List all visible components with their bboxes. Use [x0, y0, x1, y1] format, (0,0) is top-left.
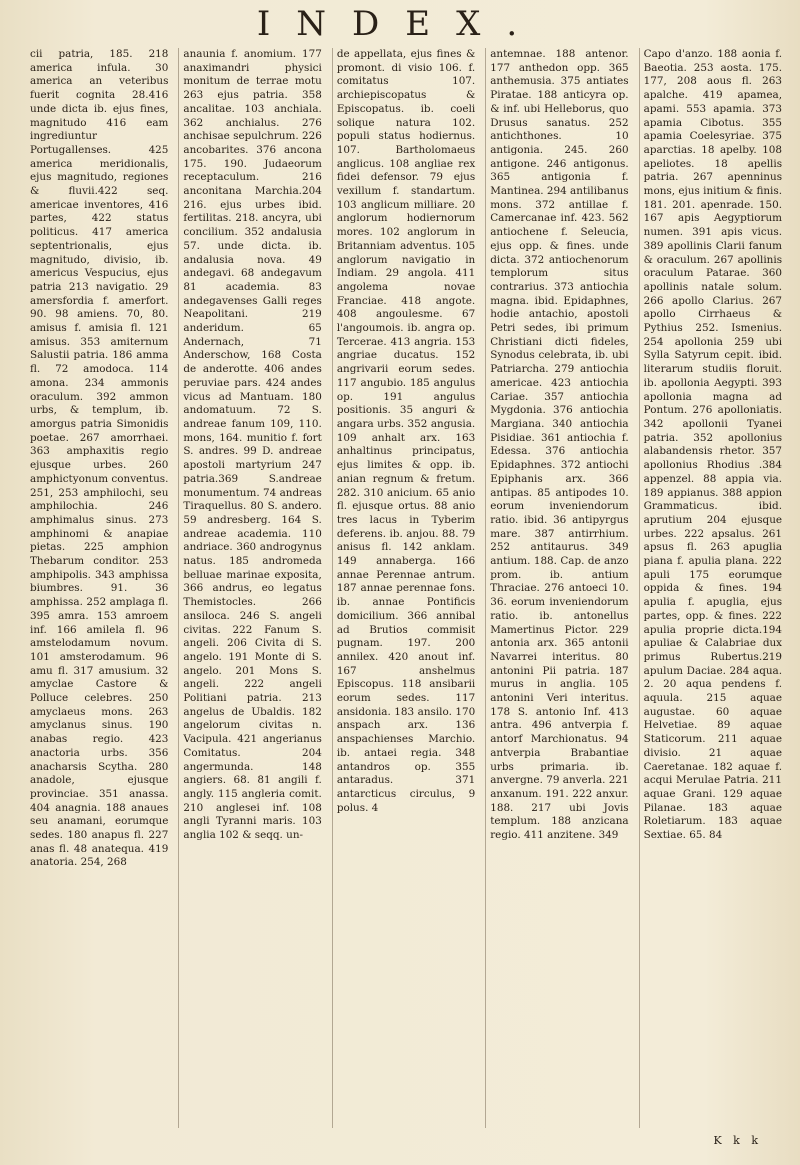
index-column-text: anaunia f. anomium. 177 anaximandri physici monitum de terrae motu 263 ejus patria. 358 ancalitae. 103 anchiala. 362 anchialus. 276 anchisae sepulchrum. 226 ancobarites. 376 ancona 175. 190. Judaeorum receptaculum. 216 anconitana Marchia.204 216. ejus urbes ibid. fertilitas. 218. ancyra, ubi concilium. 352 andalusia 57. unde dicta. ib. andalusia nova. 49 andegavi. 68 andegavum 81 academia. 83 andegavenses Galli reges Neapolitani. 219 anderidum. 65 Andernach, 71 Anderschow, 168 Costa de anderotte. 406 andes peruviae pars. 424 andes vicus ad Mantuam. 180 andomatuum. 72 S. andreae fanum 109, 110. mons, 164. munitio f. fort S. andres. 99 D. andreae apostoli martyrium 247 patria.369 S.andreae monumentum. 74 andreas Tiraquellus. 80 S. andero. 59 andresberg. 164 S. andreae academia. 110 andriace. 360 androgynus natus. 185 andromeda belluae marinae exposita, 366 andrus, eo legatus Themistocles. 266 ansiloca. 246 S. angeli civitas. 222 Fanum S. angeli. 206 Civita di S. angelo. 191 Monte di S. angelo. 201 Mons S. angeli. 222 angeli Politiani patria. 213 angelus de Ubaldis. 182 angelorum civitas n. Vacipula. 421 angerianus Comitatus. 204 angermunda. 148 angiers. 68. 81 angili f. angly. 115 angleria comit. 210 anglesei inf. 108 angli Tyranni maris. 103 anglia 102 & seqq. un- — [183, 48, 322, 842]
index-column-text: antemnae. 188 antenor. 177 anthedon opp. 365 anthemusia. 375 antiates Piratae. 188 anticyra op. & inf. ubi Helleborus, quo Drusus sanatus. 252 antichthones. 10 antigonia. 245. 260 antigone. 246 antigonus. 365 antigonia f. Mantinea. 294 antilibanus mons. 372 antillae f. Camercanae inf. 423. 562 antiochene f. Seleucia, ejus opp. & fines. unde dicta. 372 antiochenorum templorum situs contrarius. 373 antiochia magna. ibid. Epidaphnes, hodie antachio, apostoli Petri sedes, ibi primum Christiani dicti fideles, Synodus celebrata, ib. ubi Patriarcha. 279 antiochia americae. 423 antiochia Cariae. 357 antiochia Mygdonia. 376 antiochia Margiana. 340 antiochia Pisidiae. 361 antiochia f. Edessa. 376 antiochia Epidaphnes. 372 antiochi Epiphanis arx. 366 antipas. 85 antipodes 10. eorum inveniendorum ratio. ibid. 36 antipyrgus mare. 387 antirrhium. 252 antitaurus. 349 antium. 188. Cap. de anzo prom. ib. antium Thraciae. 276 antoeci 10. 36. eorum inveniendorum ratio. ib. antonellus Mamertinus Pictor. 229 antonia arx. 365 antonii Navarrei interitus. 80 antonini Pii patria. 187 murus in anglia. 105 antonini Veri interitus. 178 S. antonio Inf. 413 antra. 496 antverpia f. antorf Marchionatus. 94 antverpia Brabantiae urbs primaria. ib. anvergne. 79 anverla. 221 anxanum. 191. 222 anxur. 188. 217 ubi Jovis templum. 188 anzicana regio. 411 anzitene. 349 — [490, 48, 629, 842]
index-column-2 — [178, 48, 325, 1128]
running-head-title: INDEX. — [256, 4, 544, 44]
index-column-5 — [639, 48, 786, 1128]
index-column-4 — [485, 48, 632, 1128]
signature-mark: K k k — [713, 1134, 762, 1147]
index-column-text: cii patria, 185. 218 america infula. 30 america an veteribus fuerit cognita 28.416 unde dicta ib. ejus fines, magnitudo 416 eam ingrediuntur Portugallenses. 425 america meridionalis, ejus magnitudo, regiones & fluvii.422 seq. americae inventores, 416 partes, 422 status politicus. 417 america septentrionalis, ejus magnitudo, divisio, ib. americus Vespucius, ejus patria 213 navigatio. 29 amersfordia f. amerfort. 90. 98 amiens. 70, 80. amisus f. amisia fl. 121 amisus. 353 amiternum Salustii patria. 186 amma fl. 72 amodoca. 114 amona. 234 ammonis oraculum. 392 ammon urbs, & templum, ib. amorgus patria Simonidis poetae. 267 amorrhaei. 363 amphaxitis regio ejusque urbes. 260 amphictyonum conventus. 251, 253 amphilochi, seu amphilochia. 246 amphimalus sinus. 273 amphinomi & anapiae pietas. 225 amphion Thebarum conditor. 253 amphipolis. 343 amphissa biumbres. 91. 36 amphissa. 252 amplaga fl. 395 amra. 153 amroem inf. 166 amilela fl. 96 amstelodamum novum. 101 amsterodamum. 96 amu fl. 317 amusium. 32 amyclae Castore & Polluce celebres. 250 amyclaeus mons. 263 amyclanus sinus. 190 anabas regio. 423 anactoria urbs. 356 anacharsis Scytha. 280 anadole, ejusque provinciae. 351 anassa. 404 anagnia. 188 anaues seu anamani, eorumque sedes. 180 anapus fl. 227 anas fl. 48 anatequa. 419 anatoria. 254, 268 — [30, 48, 169, 869]
index-columns — [26, 48, 786, 1128]
index-column-text: de appellata, ejus fines & promont. di visio 106. f. comitatus 107. archiepiscopatus & Episcopatus. ib. coeli solique natura 102. populi status hodiernus. 107. Bartholomaeus anglicus. 108 angliae rex fidei defensor. 79 ejus vexillum f. standartum. 103 anglicum milliare. 20 anglorum hodiernorum mores. 102 anglorum in Britanniam adventus. 105 anglorum navigatio in Indiam. 29 angola. 411 angolema novae Franciae. 418 angote. 408 angoulesme. 67 l'angoumois. ib. angra op. Tercerae. 413 angria. 153 angriae ducatus. 152 angrivarii eorum sedes. 117 angubio. 185 angulus op. 191 angulus positionis. 35 anguri & angara urbs. 352 angusia. 109 anhalt arx. 163 anhaltinus principatus, ejus limites & opp. ib. anian regnum & fretum. 282. 310 anicium. 65 anio fl. ejusque ortus. 88 anio tres lacus in Tyberim deferens. ib. anjou. 88. 79 anisus fl. 142 anklam. 149 annaberga. 166 annae Perennae antrum. 187 annae perennae fons. ib. annae Pontificis domicilium. 366 annibal ad Brutios commisit pugnam. 197. 200 annilex. 420 anout inf. 167 anshelmus Episcopus. 118 ansibarii eorum sedes. 117 ansidonia. 183 ansilo. 170 anspach arx. 136 anspachienses Marchio. ib. antaei regia. 348 antandros op. 355 antaradus. 371 antarcticus circulus, 9 polus. 4 — [336, 48, 476, 814]
index-column-1 — [26, 48, 172, 1128]
index-column-text: Capo d'anzo. 188 aonia f. Baeotia. 253 aosta. 175. 177, 208 aous fl. 263 apalche. 419 apamea, apami. 553 apamia. 373 apamia Cibotus. 355 apamia Coelesyriae. 375 aparctias. 18 apelby. 108 apeliotes. 18 apellis patria. 267 apenninus mons, ejus initium & finis. 181. 201. apenrade. 150. 167 apis Aegyptiorum numen. 391 apis vicus. 389 apollinis Clarii fanum & oraculum. 267 apollinis oraculum Patarae. 360 apollinis natale solum. 266 apollo Clarius. 267 apollo Cirrhaeus & Pythius 252. Ismenius. 254 apollonia 259 ubi Sylla Satyrum cepit. ibid. literarum studiis floruit. ib. apollonia Aegypti. 393 apollonia magna ad Pontum. 276 apolloniatis. 342 apollonii Tyanei patria. 352 apollonius alabandensis rhetor. 357 apollonius Rhodius .384 appenzel. 88 appia via. 189 appianus. 388 appion Grammaticus. ibid. aprutium 204 ejusque urbes. 222 apsalus. 261 apsus fl. 263 apuglia piana f. apulia plana. 222 apuli 175 eorumque oppida & fines. 194 apulia f. apuglia, ejus partes, opp. & fines. 222 apulia proprie dicta.194 apuliae & Calabriae dux primus Rubertus.219 apulum Daciae. 284 aqua. 2. 20 aqua pendens f. aquula. 215 aquae augustae. 60 aquae Helvetiae. 89 aquae Staticorum. 211 aquae divisio. 21 aquae Caeretanae. 182 aquae f. acqui Merulae Patria. 211 aquae Grani. 129 aquae Pilanae. 183 aquae Roletiarum. 183 aquae Sextiae. 65. 84 — [643, 48, 783, 842]
index-column-3 — [332, 48, 479, 1128]
